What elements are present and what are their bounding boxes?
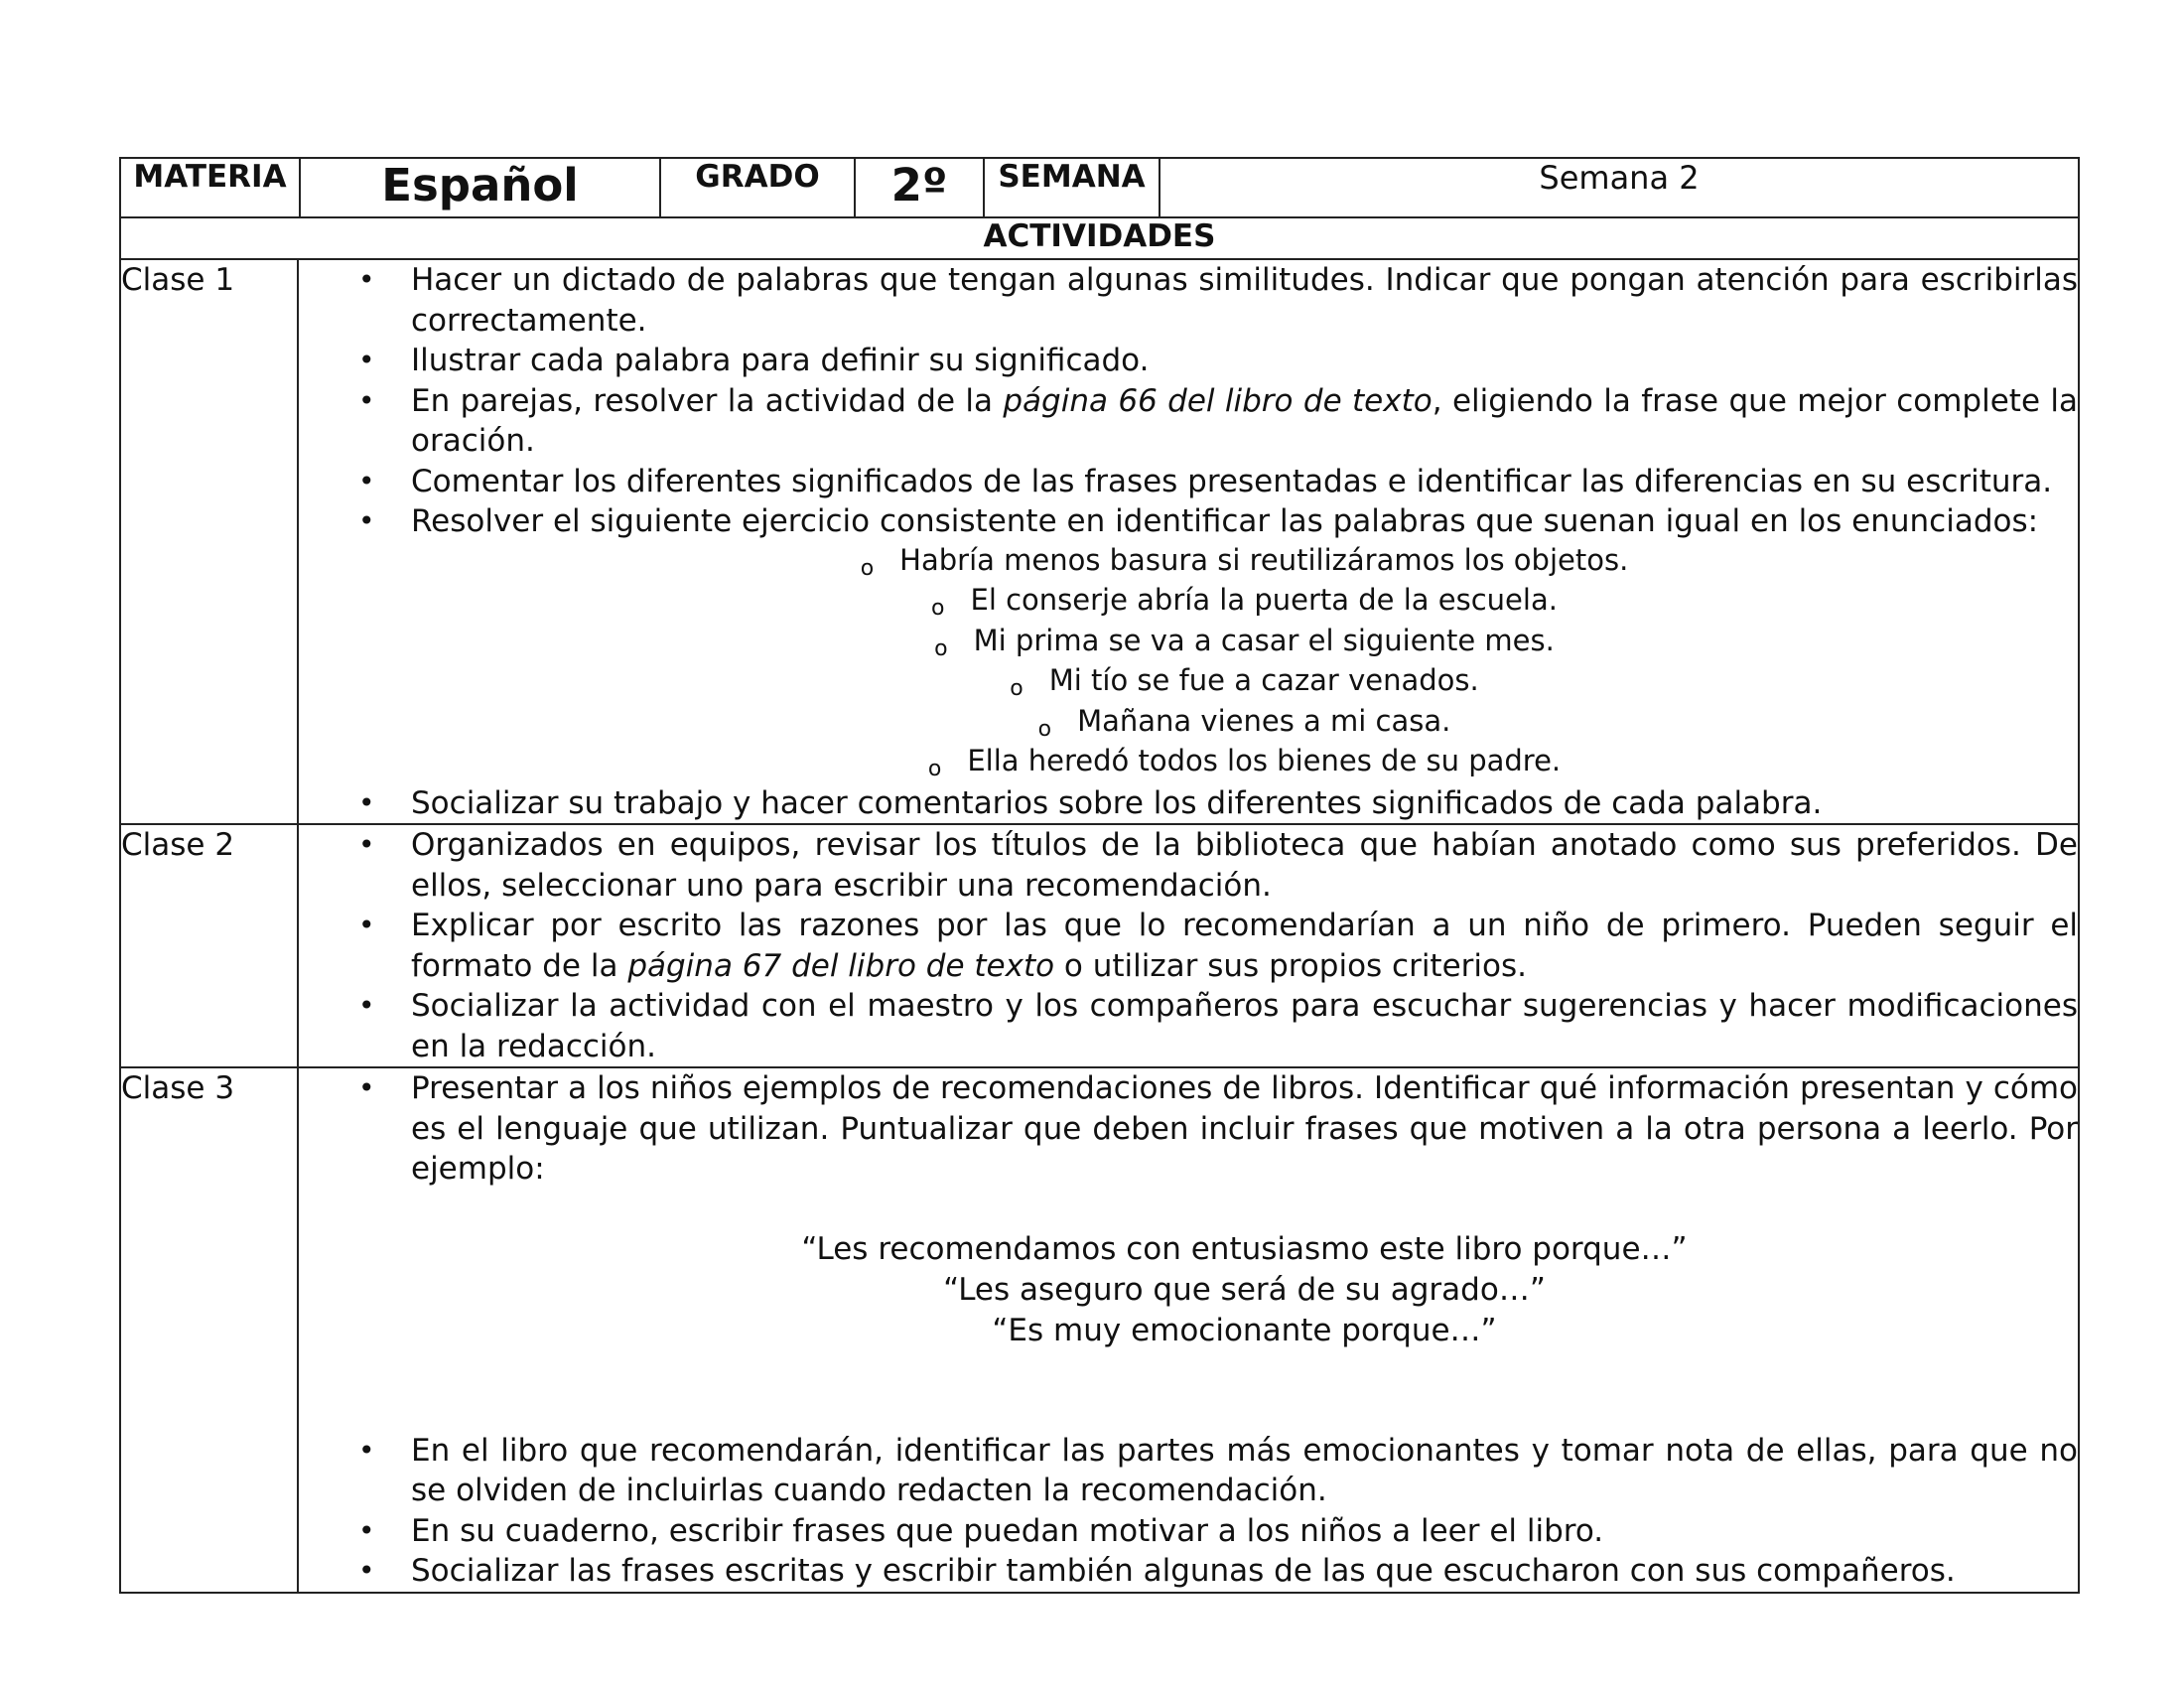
clase-2-row [120,824,2079,1067]
header-row [120,158,2079,217]
quote-line: “Les aseguro que será de su agrado…” [943,1271,1546,1308]
clase-1-list [299,260,2078,823]
list-item: • En su cuaderno, escribir frases que puedan motivar a los niños a leer el libro. [299,1511,2078,1552]
sublist-item: o Ella heredó todos los bienes de su padre. [411,743,2078,783]
clase-1-label: Clase 1 [120,259,298,824]
list-item [299,1068,2078,1431]
clase-3-list [299,1068,2078,1592]
list-item [299,906,2078,986]
actividades-row [120,217,2079,259]
quote-line: “Les recomendamos con entusiasmo este libro porque…” [801,1230,1688,1267]
list-item: • Socializar las frases escritas y escribir también algunas de las que escucharon con sus compañeros. [299,1551,2078,1592]
sublist-item: o Mi prima se va a casar el siguiente mes. [411,623,2078,663]
textbook-reference: página 67 del libro de texto [627,947,1055,984]
exercise-sublist [411,542,2078,783]
clase-2-list [299,825,2078,1066]
example-quotes [411,1190,2078,1431]
quote-line: “Es muy emocionante porque…” [992,1312,1497,1348]
list-item: • Socializar la actividad con el maestro y los compañeros para escuchar sugerencias y hacer modificaciones en la redacción. [299,986,2078,1066]
text-span: o utilizar sus propios criterios. [1054,947,1527,984]
semana-value: Semana 2 [1160,158,2079,217]
actividades-heading: ACTIVIDADES [120,217,2079,259]
list-item: • Socializar su trabajo y hacer comentarios sobre los diferentes significados de cada palabra. [299,783,2078,824]
list-item [299,381,2078,462]
lesson-plan-table [119,157,2080,1594]
text-span: Resolver el siguiente ejercicio consistente en identificar las palabras que suenan igual en los enunciados: [411,503,2039,539]
clase-3-content [298,1067,2079,1593]
clase-2-label: Clase 2 [120,824,298,1067]
semana-label: SEMANA [984,158,1160,217]
materia-label: MATERIA [120,158,300,217]
list-item: • Hacer un dictado de palabras que tengan algunas similitudes. Indicar que pongan atención para escribirlas correctamente. [299,260,2078,341]
text-span: , eligiendo la frase que mejor complete la oración. [411,382,2079,459]
text-span: Presentar a los niños ejemplos de recomendaciones de libros. Identificar qué información presentan y cómo es el lenguaje que utilizan. Puntualizar que deben incluir frases que motiven a la otra persona a leerlo. Por ejemplo: [411,1070,2078,1187]
clase-3-label: Clase 3 [120,1067,298,1593]
grado-value: 2º [855,158,984,217]
textbook-reference: página 66 del libro de texto [1003,382,1433,419]
clase-1-row [120,259,2079,824]
list-item: • En el libro que recomendarán, identificar las partes más emocionantes y tomar nota de ellas, para que no se olviden de incluirlas cuando redacten la recomendación. [299,1431,2078,1511]
sublist-item: o Habría menos basura si reutilizáramos los objetos. [411,542,2078,583]
clase-1-content [298,259,2079,824]
sublist-item: o Mi tío se fue a cazar venados. [411,662,2078,703]
list-item: • Organizados en equipos, revisar los títulos de la biblioteca que habían anotado como sus preferidos. De ellos, seleccionar uno para escribir una recomendación. [299,825,2078,906]
clase-2-content [298,824,2079,1067]
text-span: Explicar por escrito las razones por las que lo recomendarían a un niño de primero. Pueden seguir el formato de la [411,908,2078,984]
list-item: • Comentar los diferentes significados de las frases presentadas e identificar las diferencias en su escritura. [299,462,2078,502]
text-span: En parejas, resolver la actividad de la [411,382,1004,419]
sublist-item: o El conserje abría la puerta de la escuela. [411,582,2078,623]
list-item: • Ilustrar cada palabra para definir su significado. [299,341,2078,381]
clase-3-row [120,1067,2079,1593]
materia-value: Español [300,158,660,217]
list-item [299,501,2078,783]
sublist-item: o Mañana vienes a mi casa. [411,703,2078,744]
grado-label: GRADO [660,158,855,217]
